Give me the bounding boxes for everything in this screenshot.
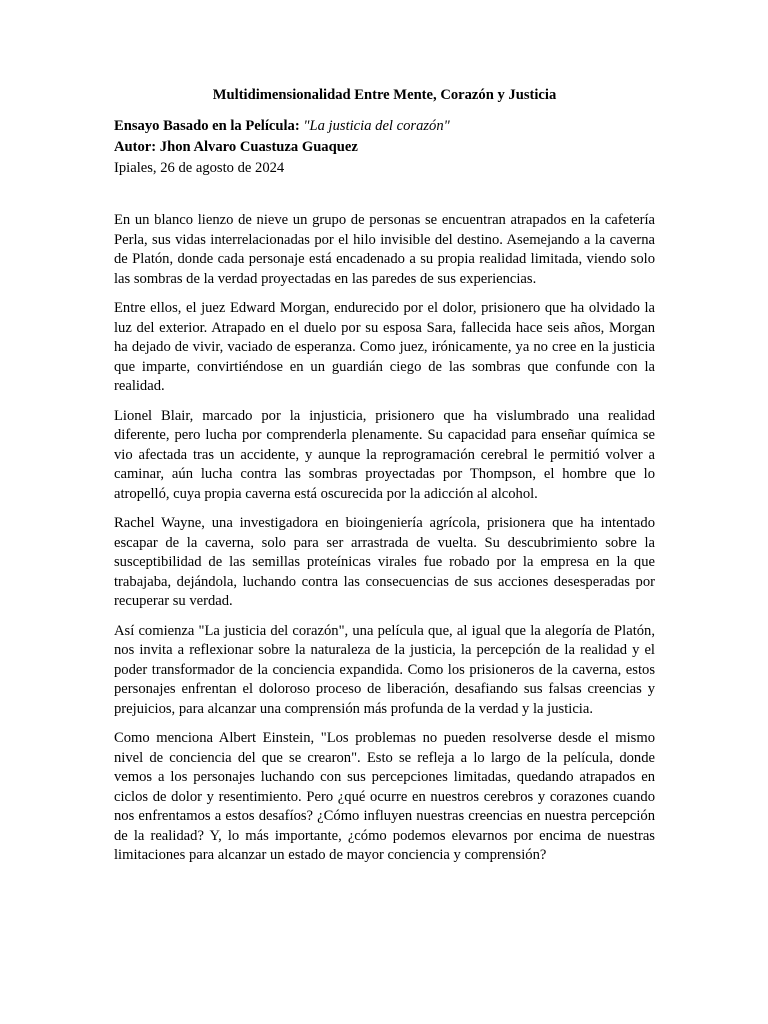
subtitle-line — [114, 116, 655, 137]
author-name: Autor: Jhon Alvaro Cuastuza Guaquez — [114, 139, 358, 155]
film-title: "La justicia del corazón" — [303, 118, 450, 134]
place-date: Ipiales, 26 de agosto de 2024 — [114, 160, 285, 176]
paragraph-5: Así comienza "La justicia del corazón", una película que, al igual que la alegoría de Platón, nos invita a reflexionar sobre la naturaleza de la justicia, la percepción de la realidad y el poder transformador de la conciencia expandida. Como los prisioneros de la caverna, estos personajes enfrentan el doloroso proceso de liberación, desafiando sus falsas creencias y prejuicios, para alcanzar una comprensión más profunda de la verdad y la justicia. — [114, 622, 655, 717]
essay-body — [114, 211, 655, 866]
paragraph-4: Rachel Wayne, una investigadora en bioingeniería agrícola, prisionera que ha intentado escapar de la caverna, solo para ser arrastrada de vuelta. Su descubrimiento sobre la susceptibilidad de las semillas proteínicas virales fue robado por la empresa en la que trabajaba, dejándola, luchando contra las consecuencias de sus acciones desesperadas por recuperar su verdad. — [114, 515, 655, 609]
paragraph-2: Entre ellos, el juez Edward Morgan, endurecido por el dolor, prisionero que ha olvidado la luz del exterior. Atrapado en el duelo por su esposa Sara, fallecida hace seis años, Morgan ha dejado de vivir, vaciado de esperanza. Como juez, irónicamente, ya no cree en la justicia que imparte, convirtiéndose en un guardián ciego de las sombras que confunde con la realidad. — [114, 300, 655, 394]
author-line — [114, 137, 655, 158]
paragraph-6: Como menciona Albert Einstein, "Los problemas no pueden resolverse desde el mismo nivel de conciencia del que se crearon". Esto se refleja a lo largo de la película, donde vemos a los personajes luchando con sus percepciones limitadas, quedando atrapados en ciclos de dolor y resentimiento. Pero ¿qué ocurre en nuestros cerebros y corazones cuando nos enfrentamos a estos desafíos? ¿Cómo influyen nuestras creencias en nuestra percepción de la realidad? Y, lo más importante, ¿cómo podemos elevarnos por encima de nuestras limitaciones para alcanzar un estado de mayor conciencia y comprensión? — [114, 730, 655, 863]
document-title: Multidimensionalidad Entre Mente, Corazón y Justicia — [212, 87, 557, 103]
paragraph-3: Lionel Blair, marcado por la injusticia, prisionero que ha vislumbrado una realidad diferente, pero lucha por comprenderla plenamente. Su capacidad para enseñar química se vio afectada tras un accidente, y aunque la reprogramación cerebral le permitió volver a caminar, aún lucha contra las sombras proyectadas por Thompson, el hombre que lo atropelló, cuya propia caverna está oscurecida por la adicción al alcohol. — [114, 407, 655, 502]
paragraph-1: En un blanco lienzo de nieve un grupo de personas se encuentran atrapados en la cafetería Perla, sus vidas interrelacionadas por el hilo invisible del destino. Asemejando a la caverna de Platón, donde cada personaje está encadenado a su propia realidad limitada, viendo solo las sombras de la verdad proyectadas en las paredes de sus experiencias. — [114, 212, 655, 287]
subtitle-label: Ensayo Basado en la Película: — [114, 118, 300, 134]
document-page — [114, 86, 655, 876]
